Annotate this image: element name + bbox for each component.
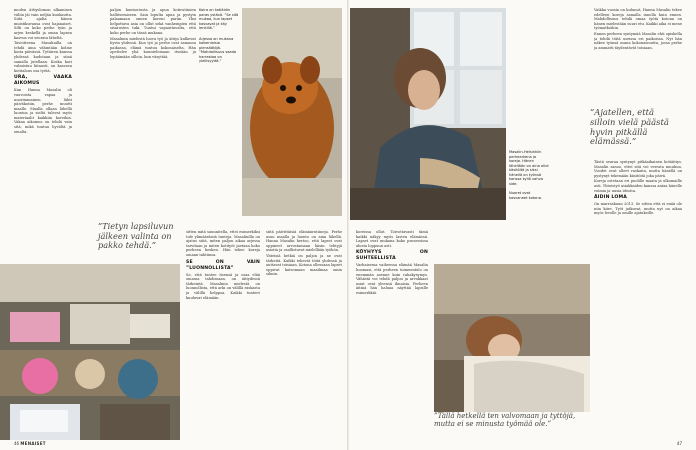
left-pull-quote: ”Tietyn lapsiluvun jälkeen valinta on pakko tehdä.” [98,221,174,250]
right-col1-text-b: Varhaisessa vaiheessa elämää Masalin huomasi, että perheen toimeentulo on enemmän asenne kuin rahakysymys. Vähästä voi tehdä paljon ja arvokkaat asiat ovat yleensä ilmaisia. Perheen äitinä hän haluaa näyttää lapsille esimerkkiä. [356,263,428,295]
left-col-3 [186,230,260,438]
left-col-2 [110,8,196,228]
right-page-number: 47 [676,441,682,446]
left-col1-heading: URA, VAAKA AIKOMUS [14,75,72,87]
spine-gutter [347,0,349,450]
right-caption-a: Masalin-Helsinkiin perhearkena ja koreja. Hänen lähellään on aina ollut käsitöitä ja siksi hänellä on työnsä kanssa kyllä vahva side. [509,150,549,186]
left-col-1 [14,8,72,306]
child-photo [434,264,590,412]
dog-photo [242,8,342,216]
left-col2-text: paljon kuntoutusta ja apua kotirutiinien hallitsemiseen. Sain lopulta apua ja pystyin palaamaan omien koreni pariin. Yksi helpottava asia on ollut sekä vanhempien että sisarusten tuki. Tuntui vapauttavalta, että koko perhe on tässä mukana. [110,8,196,35]
right-col-1 [356,230,428,438]
right-caption [509,150,549,200]
right-pull-quote-bottom: ”Tällä hetkellä ten valvomaan ja tyttöjä, mutta ei se minusta työmää ole.” [434,412,576,428]
left-col4-text-b: Yhteisiä hetkiä on paljon ja ne ovat tärkeitä. Kaikki tekevät töitä yhdessä ja auttavat toisiaan. Kotona ollessaan lapset oppivat katsomaan maailmaa omin silmin. [266,253,342,277]
right-caption-b: Nuoret ovat kasvaneet kotona. [509,191,543,200]
left-page-number: 46 [14,441,20,446]
right-col3-text-c: On marraskuun 2013. Se sitten että ei enää ole niin kiire. Työt jatkuvat, mutta nyt on aikaa myös levolle ja omille ajatuksille. [594,202,682,216]
right-col3-text-b: Koreja ostetaan eri puolille maata ja ulkomaille asti. Yhteistyö asiakkaiden kanssa antaa hänelle voimia ja uusia ideoita. [594,179,682,193]
crafts-photo [0,264,180,440]
left-col1-text: Kun Hanna Masalin oli vauvoista vapaa ja nuorimmainen lähti päiväkotiin, perhe muutti maalle. Maalla ollaan lähellä luontoa ja sieltä tulevat myös materiaalit kaikkiin koreihin. Vakaa aikomus on tehdä vain sitä, mikä tuntuu hyvältä ja omalta. [14,88,72,134]
magazine-name: MENAISET [20,441,46,446]
left-col1-top-b: Tavoitteena Masalinilla on tehdä aina vähintään kolme koria päivässä. Tyttären kanssa yhdessä kudotaan ja siinä samalla jutellaan. Koska kori valmistuu hitaasti, on kasvava kotitalous osa työtä. [14,41,72,73]
right-folio [677,441,682,446]
left-caption-a: Koira on kotiäidin paras ystävä. ”Se sitä mukaa, kun lapset kasvavat ja käy lenkillä.” [199,8,239,30]
left-col3-text-b: Se, että tuntee itsensä ja osaa elää omassa tahdissaan, on äitiydessä tärkeintä. Masalinin mielestä on luonnollista, että arki on välillä raskasta ja välillä helppoa. Kaikki tunteet kuuluvat elämään. [186,272,260,300]
left-folio [14,441,46,446]
right-col-3 [594,160,682,438]
woman-photo [350,8,506,220]
left-col-4 [266,230,342,438]
left-caption [199,8,239,64]
left-col1-top: moden ättiyslomon alkamisen väliin jäi vain neljän kuukautta. Siitä ajalta hänen muistikuvansa ovat hajanaiset. Silti on koko perhe työn ja arjen keskellä ja oman lapsen kasvua voi seurata läheltä. [14,8,72,40]
right-col2-text: Vaikka vuosia on kulunut, Hanna Masalin tekee edelleen koreja samalla innolla kuin ennen. Mahdollisuus tehdä omaa työtä kotona on hänen mielestään suuri etu. Kaikki aika ei mene työmatkoihin. [594,8,682,31]
right-col1-text: koreissa ollut. Toivottavasti tämä kaikki näkyy myös lasten elämässä. Lapset ovat mukana koko prosessissa alusta loppuun asti. [356,230,428,248]
left-col4-text: siitä päivittäisiä elämänrutiineja. Perhe asuu maalla ja luonto on aina lähellä. Hanna Masalin kertoo, että lapset ovat oppineet arvostamaan käsin tehtyjä asioita ja osallistuvat mielellään työhön. [266,230,342,253]
right-col-2 [594,8,682,104]
right-col3-heading: ÄIDIN LOMA [594,195,628,201]
right-col3-text: Tästä seuraa syntynyt pitkäaikainen kotiäitiys. Masalin sanoo, ettei sitä voi verrata muuhun. Vuodet ovat olleet raskaita, mutta hänellä on pystynyt tekemään käsitöitä joka päivä. [594,160,682,178]
left-caption-b: Arjessa on mukana kaikenlaisia piensäätöjä. ”Mahdollisuus saada harrastaa on ylellisyyttä.” [199,36,237,63]
right-col1-heading: KÖYHYYS ON SUHTEELLISTA [356,250,428,262]
left-col3-heading: SE ON VAIN ”LUONNOLLISTA” [186,259,260,271]
right-pull-quote-top: ”Ajatellen, että silloin vielä päästä hyvin pitkällä elämässä.” [590,107,669,147]
right-col2-text-b: Ennen perheen syntymää Masalin ehti opiskella ja tehdä töitä useissa eri paikoissa. Nyt hän näkee työnsä osana kokonaisuutta, jossa perhe ja ammatti täydentävät toisiaan. [594,31,682,50]
left-col3-text: sitten mitä suunnitella, ettei esimerkiksi tule ylimääräisiä tunteja. Masalinilla on ajatus siitä, miten paljon aikaa arjessa tarvitaan ja miten kotityöt jaetaan koko perheen kesken. Hän tekee koreja omaan tahtiinsa. [186,230,260,257]
left-col2-text-b: Masalinin mielestä luova työ ja äitiys kulkevat hyvin yhdessä. Kun työ ja perhe ovat samassa paikassa, elämä tuntuu kokonaiselta. Hän opettelee yhä kuuntelemaan itseään ja lepäämään silloin, kun väsyttää. [110,36,196,59]
